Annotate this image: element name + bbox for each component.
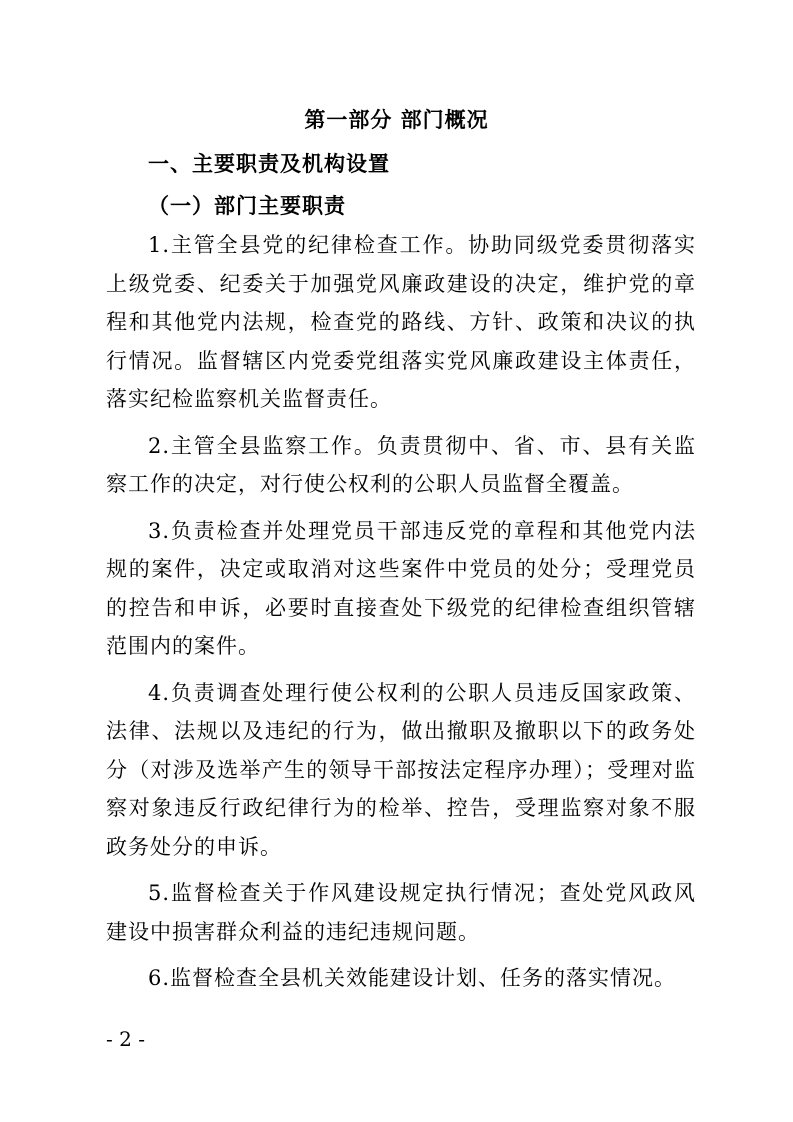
subsection-heading: （一）部门主要职责 bbox=[148, 194, 346, 218]
paragraph-4: 4.负责调查处理行使公权利的公职人员违反国家政策、法律、法规以及违纪的行为，做出撤职及撤职以下的政务处分（对涉及选举产生的领导干部按法定程序办理）；受理对监察对象违反行政纪律行为的检举、控告，受理监察对象不服政务处分的申诉。 bbox=[106, 680, 696, 859]
paragraph-5: 5.监督检查关于作风建设规定执行情况；查处党风政风建设中损害群众利益的违纪违规问题。 bbox=[106, 881, 696, 944]
body-text bbox=[106, 226, 696, 1006]
page-number: - 2 - bbox=[106, 1027, 145, 1051]
paragraph-2: 2.主管全县监察工作。负责贯彻中、省、市、县有关监察工作的决定，对行使公权利的公职人员监督全覆盖。 bbox=[106, 433, 696, 496]
paragraph-3: 3.负责检查并处理党员干部违反党的章程和其他党内法规的案件，决定或取消对这些案件中党员的处分；受理党员的控告和申诉，必要时直接查处下级党的纪律检查组织管辖范围内的案件。 bbox=[106, 518, 696, 658]
paragraph-1: 1.主管全县党的纪律检查工作。协助同级党委贯彻落实上级党委、纪委关于加强党风廉政建设的决定，维护党的章程和其他党内法规，检查党的路线、方针、政策和决议的执行情况。监督辖区内党委党组落实党风廉政建设主体责任，落实纪检监察机关监督责任。 bbox=[106, 233, 696, 411]
section-heading: 一、主要职责及机构设置 bbox=[148, 152, 390, 176]
paragraph-6: 6.监督检查全县机关效能建设计划、任务的落实情况。 bbox=[148, 966, 677, 990]
page-title: 第一部分 部门概况 bbox=[304, 108, 489, 132]
